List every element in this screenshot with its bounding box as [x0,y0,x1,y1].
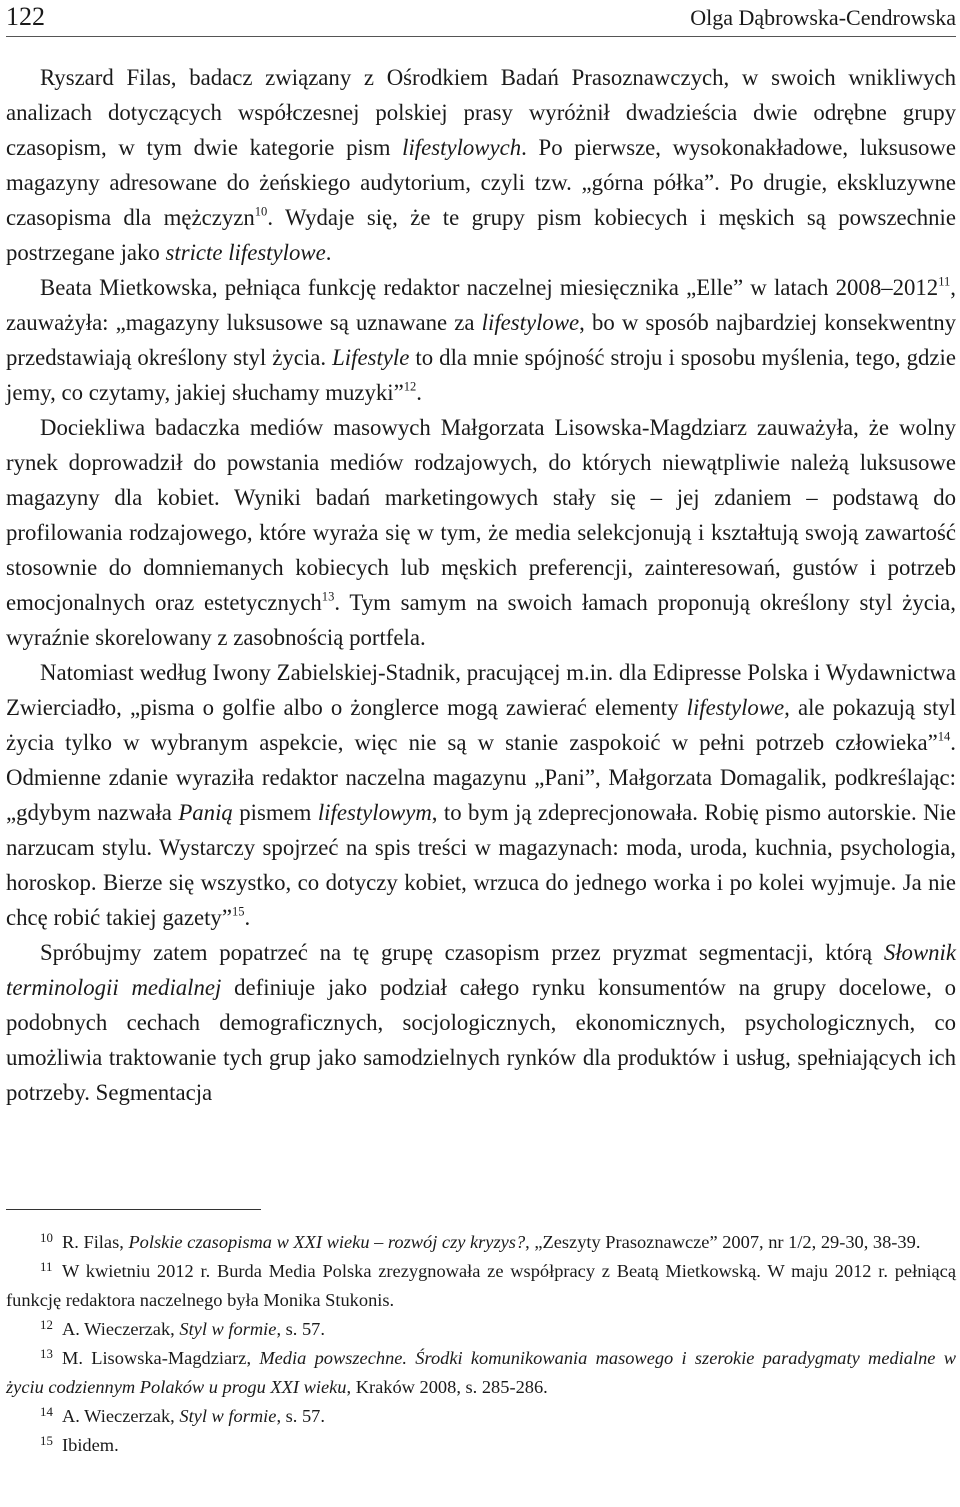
running-head-author: Olga Dąbrowska-Cendrowska [690,5,956,30]
italic-run: Media powszechne. Środki komunikowania masowego i szerokie paradygmaty medialne w życiu codziennym Polaków u progu XXI wieku [6,1348,956,1397]
text-run: . Po pierwsze, wysokonakładowe, luksusowe magazyny adresowane do żeńskiego audytorium, czyli tzw. „górna półka”. Po drugie, ekskluzywne czasopisma dla mężczyzn [6,135,956,230]
text-run: Natomiast według Iwony Zabielskiej-Stadnik, pracującej m.in. dla Edipresse Polska i Wydawnictwa Zwierciadło, „pisma o golfie albo o żonglerce mogą zawierać elementy [6,660,956,720]
paragraph-4 [6,655,956,935]
footnote-10: 10 R. Filas, Polskie czasopisma w XXI wieku – rozwój czy kryzys?, „Zeszyty Prasoznawcze” 2007, nr 1/2, 29-30, 38-39. [40,1231,921,1252]
text-run: . [416,380,422,405]
italic-run: Panią [178,800,233,825]
italic-run: Styl w formie [179,1319,277,1339]
text-run: Dociekliwa badaczka mediów masowych Małgorzata Lisowska-Magdziarz zauważyła, że wolny rynek doprowadził do powstania mediów rodzajowych, do których niewątpliwie należą luksusowe magazyny dla kobiet. Wyniki badań marketingowych stały się – jej zdaniem – podstawą do profilowania rodzajowego, które wyraża się w tym, że media selekcjonują i kształtują swoją zawartość stosownie do domniemanych kobiecych lub męskich preferencji, zainteresowań, gustów i potrzeb emocjonalnych oraz estetycznych [6,415,956,615]
italic-run: lifestylowe, [686,695,790,720]
footnote-ref-12[interactable]: 12 [403,379,417,394]
text-run: . [244,905,251,930]
footnote-ref-13[interactable]: 13 [321,589,335,604]
text-run: , s. 57. [276,1406,325,1426]
footnote-11: 11 W kwietniu 2012 r. Burda Media Polska zrezygnowała ze współpracy z Beatą Mietkowską. W maju 2012 r. pełniącą funkcję redaktora naczelnego była Monika Stukonis. [6,1260,956,1310]
text-run: to dla mnie spójność stroju i sposobu myślenia, tego, gdzie jemy, co czytamy, jakiej słuchamy muzyki” [6,345,957,405]
footnote-13: 13 M. Lisowska-Magdziarz, Media powszechne. Środki komunikowania masowego i szerokie paradygmaty medialne w życiu codziennym Polaków u progu XXI wieku, Kraków 2008, s. 285-286. [6,1347,956,1397]
footnote-divider [6,1209,261,1210]
italic-run: lifestylowych [402,135,522,160]
text-run: , to bym ją zdeprecjonowała. Robię pismo autorskie. Nie narzucam stylu. Wystarczy spojrzeć na spis treści w magazynach: moda, uroda, kuchnia, psychologia, horoskop. Bierze się wszystko, co dotyczy kobiet, wrzuca do jednego worka i po kolei wyjmuje. Ja nie chcę robić takiej gazety” [6,800,956,930]
text-run: ale pokazują styl życia tylko w wybranym aspekcie, więc nie są w stanie zaspokoić w pełni potrzeb człowieka” [6,695,957,755]
italic-run: Polskie czasopisma w XXI wieku – rozwój czy kryzys? [128,1232,526,1252]
text-run: . [325,240,332,265]
text-run: Spróbujmy zatem popatrzeć na tę grupę czasopism przez pryzmat segmentacji, którą [40,940,884,965]
italic-run: Słownik terminologii medialnej [6,940,956,1000]
footnote-15: 15 Ibidem. [40,1434,119,1455]
italic-run: lifestylowym [317,800,432,825]
text-run: , zauważyła: „magazyny luksusowe są uznawane za [6,275,956,335]
footnote-ref-15[interactable]: 15 [231,904,245,919]
italic-run: Styl w formie [179,1406,277,1426]
text-run: M. Lisowska-Magdziarz, [62,1348,260,1368]
text-run: Ibidem. [62,1435,119,1455]
text-run: pismem [232,800,318,825]
page-header [6,0,956,37]
text-run: Ryszard Filas, badacz związany z Ośrodkiem Badań Prasoznawczych, w swoich wnikliwych analizach dotyczących współczesnej polskiej prasy wyróżnił dwadzieścia dwie odrębne grupy czasopism, w tym dwie kategorie pism [6,65,956,160]
footnote-12: 12 A. Wieczerzak, Styl w formie, s. 57. [40,1318,325,1339]
text-run: , bo w sposób najbardziej konsekwentny przedstawiają określony styl życia. [6,310,957,370]
text-run: definiuje jako podział całego rynku konsumentów na grupy docelowe, o podobnych cechach demograficznych, socjologicznych, ekonomicznych, psychologicznych, co umożliwia traktowanie tych grup jako samodzielnych rynków dla produktów i usług, spełniających ich potrzeby. Segmentacja [6,975,957,1105]
text-run: Beata Mietkowska, pełniąca funkcję redaktor naczelnej miesięcznika „Elle” w latach 2008–2012 [40,275,939,300]
text-run: . Tym samym na swoich łamach proponują określony styl życia, wyraźnie skorelowany z zasobnością portfela. [6,590,956,650]
main-text [6,60,956,1110]
paragraph-3 [6,410,956,655]
text-run: . Wydaje się, że te grupy pism kobiecych i męskich są powszechnie postrzegane jako [6,205,956,265]
text-run: , s. 57. [276,1319,325,1339]
text-run: R. Filas, [62,1232,129,1252]
text-run: . Odmienne zdanie wyraziła redaktor naczelna magazynu „Pani”, Małgorzata Domagalik, podkreślając: „gdybym nazwała [6,730,956,825]
text-run: , Kraków 2008, s. 285-286. [346,1377,548,1397]
text-run: W kwietniu 2012 r. Burda Media Polska zrezygnowała ze współpracy z Beatą Mietkowską. W maju 2012 r. pełniącą funkcję redaktora naczelnego była Monika Stukonis. [6,1261,956,1310]
text-run: A. Wieczerzak, [62,1319,180,1339]
paragraph-2 [6,270,956,410]
footnote-14: 14 A. Wieczerzak, Styl w formie, s. 57. [40,1405,325,1426]
paragraph-1 [6,60,956,270]
footnote-ref-14[interactable]: 14 [937,729,951,744]
italic-run: Lifestyle [332,345,410,370]
italic-run: stricte lifestylowe [165,240,326,265]
text-run: A. Wieczerzak, [62,1406,180,1426]
paragraph-5 [6,935,956,1110]
italic-run: lifestylowe [481,310,580,335]
page-number: 122 [6,2,45,31]
text-run: , „Zeszyty Prasoznawcze” 2007, nr 1/2, 29-30, 38-39. [525,1232,921,1252]
footnotes [6,1228,956,1460]
footnote-ref-11[interactable]: 11 [938,274,951,289]
footnote-ref-10[interactable]: 10 [254,204,268,219]
